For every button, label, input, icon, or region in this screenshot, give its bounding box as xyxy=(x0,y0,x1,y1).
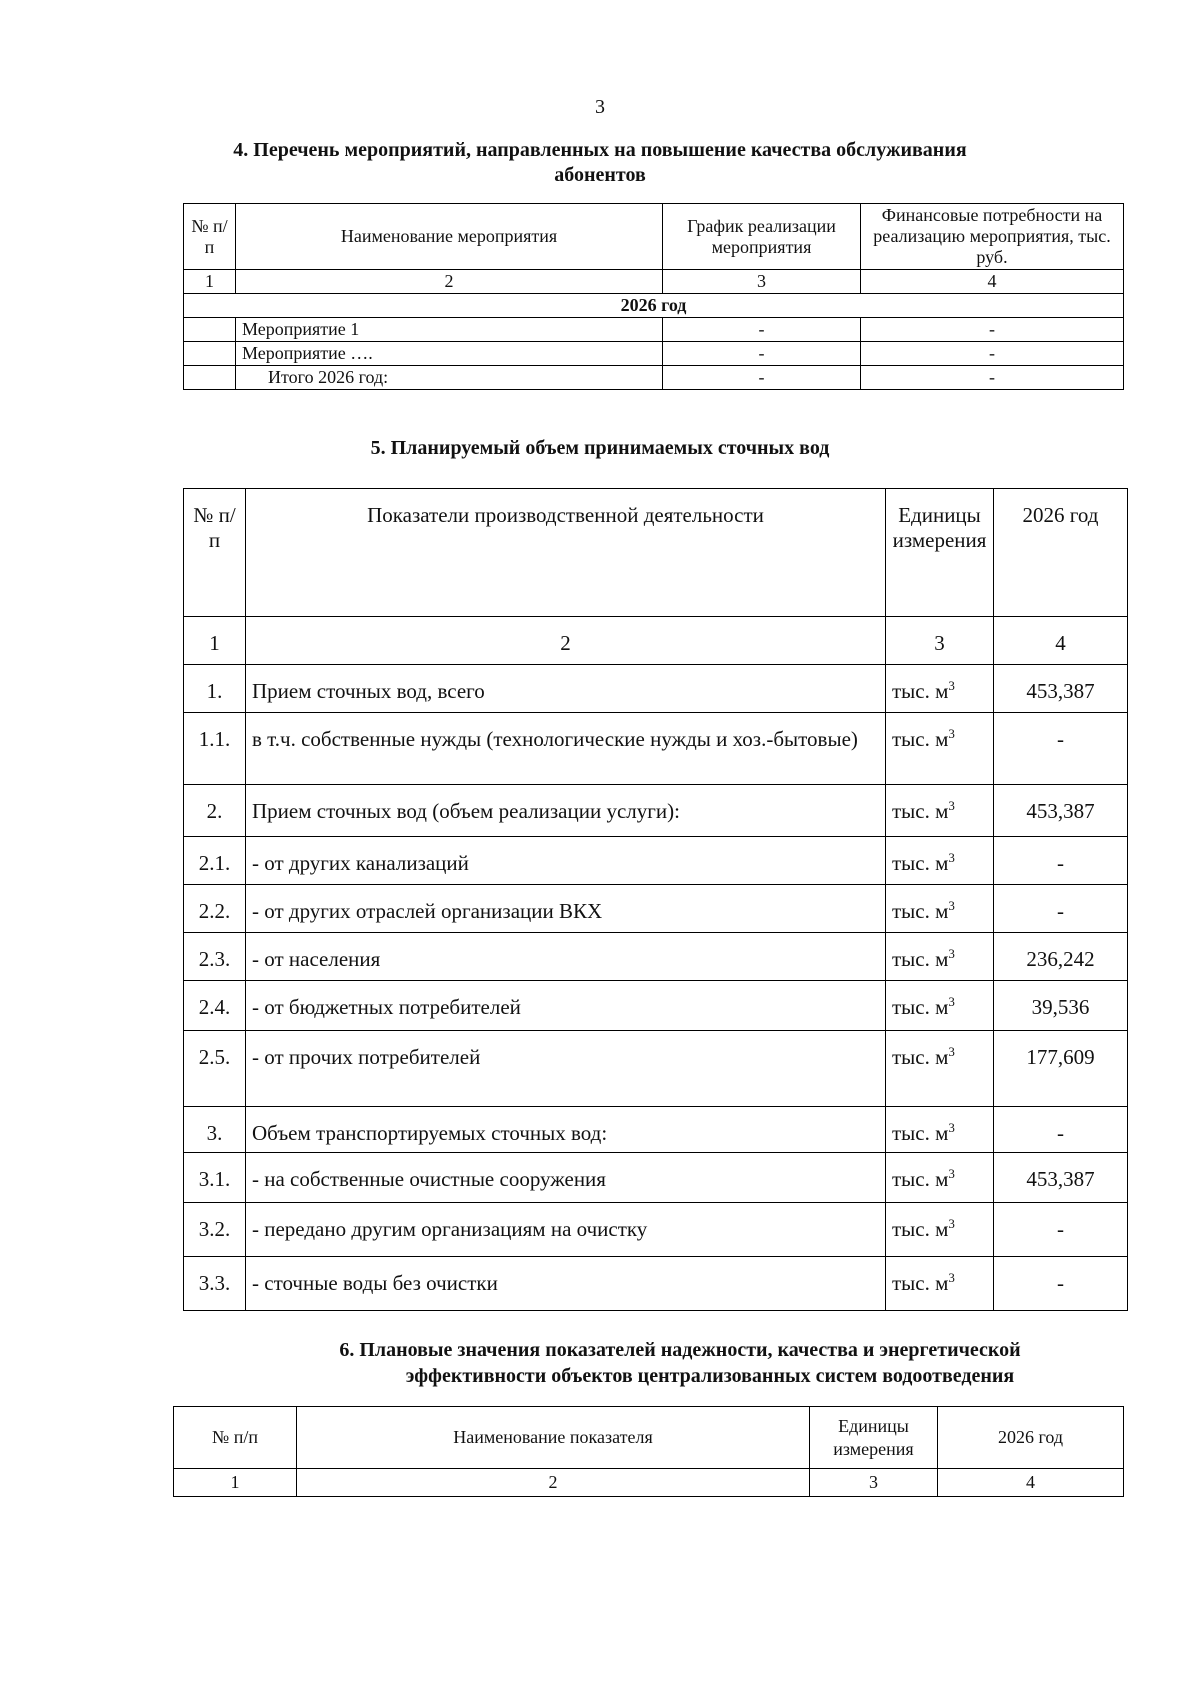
unit-exponent: 3 xyxy=(948,994,955,1009)
header-cell: 2026 год xyxy=(994,489,1128,617)
row-unit-cell xyxy=(886,713,994,785)
unit-exponent: 3 xyxy=(948,1216,955,1231)
year-row xyxy=(184,294,1124,318)
row-value-cell: - xyxy=(994,1203,1128,1257)
row-number-cell: 3. xyxy=(184,1107,246,1153)
header-cell: Единицы измерения xyxy=(810,1407,938,1469)
table-row xyxy=(184,933,1128,981)
unit-exponent: 3 xyxy=(948,798,955,813)
table-row xyxy=(184,342,1124,366)
row-name-cell: - сточные воды без очистки xyxy=(246,1257,886,1311)
table-row xyxy=(184,981,1128,1031)
column-number-cell: 2 xyxy=(236,270,663,294)
column-number-cell: 1 xyxy=(174,1469,297,1497)
row-name-cell: в т.ч. собственные нужды (технологические нужды и хоз.-бытовые) xyxy=(246,713,886,785)
year-cell: 2026 год xyxy=(184,294,1124,318)
section6-title-line2: эффективности объектов централизованных систем водоотведения xyxy=(405,1365,1015,1387)
section6-title-line1: 6. Плановые значения показателей надежности, качества и энергетической xyxy=(339,1339,1021,1361)
table-row xyxy=(184,1257,1128,1311)
header-cell: Наименование показателя xyxy=(297,1407,810,1469)
header-cell: Финансовые потребности на реализацию мероприятия, тыс. руб. xyxy=(861,204,1124,270)
header-cell: 2026 год xyxy=(938,1407,1124,1469)
row-value-cell: 177,609 xyxy=(994,1031,1128,1107)
row-unit-cell xyxy=(886,885,994,933)
unit-exponent: 3 xyxy=(948,1166,955,1181)
row-number-cell: 2.5. xyxy=(184,1031,246,1107)
unit-exponent: 3 xyxy=(948,850,955,865)
row-unit-cell xyxy=(886,1107,994,1153)
row-unit-cell xyxy=(886,665,994,713)
unit-text: тыс. м xyxy=(892,1271,949,1295)
row-number-cell: 3.1. xyxy=(184,1153,246,1203)
row-schedule-cell: - xyxy=(663,342,861,366)
row-unit-cell xyxy=(886,981,994,1031)
row-name-cell: - передано другим организациям на очистку xyxy=(246,1203,886,1257)
row-number-cell xyxy=(184,342,236,366)
row-number-cell: 2.4. xyxy=(184,981,246,1031)
section4-table xyxy=(183,203,1124,390)
table-row xyxy=(184,318,1124,342)
row-value-cell: 453,387 xyxy=(994,665,1128,713)
table-row xyxy=(184,1107,1128,1153)
column-number-row xyxy=(184,617,1128,665)
unit-exponent: 3 xyxy=(948,726,955,741)
section4-title-line2: абонентов xyxy=(554,164,646,186)
row-number-cell xyxy=(184,318,236,342)
column-number-cell: 4 xyxy=(994,617,1128,665)
row-value-cell: 453,387 xyxy=(994,785,1128,837)
row-name-cell: - от прочих потребителей xyxy=(246,1031,886,1107)
row-number-cell: 2.2. xyxy=(184,885,246,933)
table-row xyxy=(184,665,1128,713)
table-row xyxy=(184,1153,1128,1203)
row-name-cell: - от других канализаций xyxy=(246,837,886,885)
row-value-cell: 453,387 xyxy=(994,1153,1128,1203)
row-number-cell xyxy=(184,366,236,390)
row-finance-cell: - xyxy=(861,342,1124,366)
column-number-row xyxy=(174,1469,1124,1497)
header-cell: Показатели производственной деятельности xyxy=(246,489,886,617)
row-name-cell: Прием сточных вод, всего xyxy=(246,665,886,713)
row-unit-cell xyxy=(886,933,994,981)
unit-text: тыс. м xyxy=(892,1217,949,1241)
row-name-cell: - от других отраслей организации ВКХ xyxy=(246,885,886,933)
row-name-cell: Мероприятие 1 xyxy=(236,318,663,342)
row-value-cell: - xyxy=(994,1257,1128,1311)
row-finance-cell: - xyxy=(861,318,1124,342)
row-finance-cell: - xyxy=(861,366,1124,390)
unit-exponent: 3 xyxy=(948,1270,955,1285)
row-number-cell: 3.2. xyxy=(184,1203,246,1257)
table-row xyxy=(184,366,1124,390)
unit-text: тыс. м xyxy=(892,1121,949,1145)
column-number-cell: 1 xyxy=(184,617,246,665)
unit-exponent: 3 xyxy=(948,678,955,693)
header-cell: № п/п xyxy=(184,204,236,270)
row-schedule-cell: - xyxy=(663,366,861,390)
row-value-cell: - xyxy=(994,1107,1128,1153)
unit-text: тыс. м xyxy=(892,799,949,823)
unit-text: тыс. м xyxy=(892,1045,949,1069)
unit-text: тыс. м xyxy=(892,995,949,1019)
table-row xyxy=(184,885,1128,933)
row-number-cell: 2.1. xyxy=(184,837,246,885)
row-value-cell: - xyxy=(994,713,1128,785)
table-row xyxy=(184,837,1128,885)
table-row xyxy=(184,713,1128,785)
table-row xyxy=(184,1031,1128,1107)
row-unit-cell xyxy=(886,1031,994,1107)
unit-text: тыс. м xyxy=(892,947,949,971)
row-number-cell: 1. xyxy=(184,665,246,713)
section5-title: 5. Планируемый объем принимаемых сточных вод xyxy=(370,437,830,459)
column-number-row xyxy=(184,270,1124,294)
column-number-cell: 2 xyxy=(246,617,886,665)
column-number-cell: 3 xyxy=(810,1469,938,1497)
unit-text: тыс. м xyxy=(892,851,949,875)
column-number-cell: 1 xyxy=(184,270,236,294)
page-number: 3 xyxy=(595,96,605,118)
unit-exponent: 3 xyxy=(948,898,955,913)
row-unit-cell xyxy=(886,1257,994,1311)
unit-exponent: 3 xyxy=(948,946,955,961)
row-schedule-cell: - xyxy=(663,318,861,342)
row-name-cell: Прием сточных вод (объем реализации услуги): xyxy=(246,785,886,837)
unit-text: тыс. м xyxy=(892,679,949,703)
column-number-cell: 3 xyxy=(663,270,861,294)
unit-exponent: 3 xyxy=(948,1044,955,1059)
row-value-cell: 39,536 xyxy=(994,981,1128,1031)
row-unit-cell xyxy=(886,1153,994,1203)
row-name-cell: Итого 2026 год: xyxy=(236,366,663,390)
table-header-row xyxy=(184,489,1128,617)
row-name-cell: - от населения xyxy=(246,933,886,981)
header-cell: Наименование мероприятия xyxy=(236,204,663,270)
row-name-cell: Объем транспортируемых сточных вод: xyxy=(246,1107,886,1153)
table-row xyxy=(184,1203,1128,1257)
section4-title-line1: 4. Перечень мероприятий, направленных на повышение качества обслуживания xyxy=(233,139,967,161)
row-number-cell: 3.3. xyxy=(184,1257,246,1311)
unit-text: тыс. м xyxy=(892,727,949,751)
header-cell: График реализации мероприятия xyxy=(663,204,861,270)
row-name-cell: - от бюджетных потребителей xyxy=(246,981,886,1031)
table-header-row xyxy=(184,204,1124,270)
column-number-cell: 4 xyxy=(861,270,1124,294)
header-cell: № п/п xyxy=(184,489,246,617)
unit-exponent: 3 xyxy=(948,1120,955,1135)
table-row xyxy=(184,785,1128,837)
header-cell: № п/п xyxy=(174,1407,297,1469)
row-number-cell: 2.3. xyxy=(184,933,246,981)
row-name-cell: Мероприятие …. xyxy=(236,342,663,366)
section6-table xyxy=(173,1406,1124,1497)
row-unit-cell xyxy=(886,837,994,885)
column-number-cell: 3 xyxy=(886,617,994,665)
unit-text: тыс. м xyxy=(892,899,949,923)
section5-table xyxy=(183,488,1128,1311)
row-value-cell: 236,242 xyxy=(994,933,1128,981)
column-number-cell: 4 xyxy=(938,1469,1124,1497)
row-number-cell: 2. xyxy=(184,785,246,837)
column-number-cell: 2 xyxy=(297,1469,810,1497)
header-cell: Единицы измерения xyxy=(886,489,994,617)
table-header-row xyxy=(174,1407,1124,1469)
row-unit-cell xyxy=(886,1203,994,1257)
row-value-cell: - xyxy=(994,837,1128,885)
row-number-cell: 1.1. xyxy=(184,713,246,785)
unit-text: тыс. м xyxy=(892,1167,949,1191)
row-name-cell: - на собственные очистные сооружения xyxy=(246,1153,886,1203)
row-unit-cell xyxy=(886,785,994,837)
row-value-cell: - xyxy=(994,885,1128,933)
